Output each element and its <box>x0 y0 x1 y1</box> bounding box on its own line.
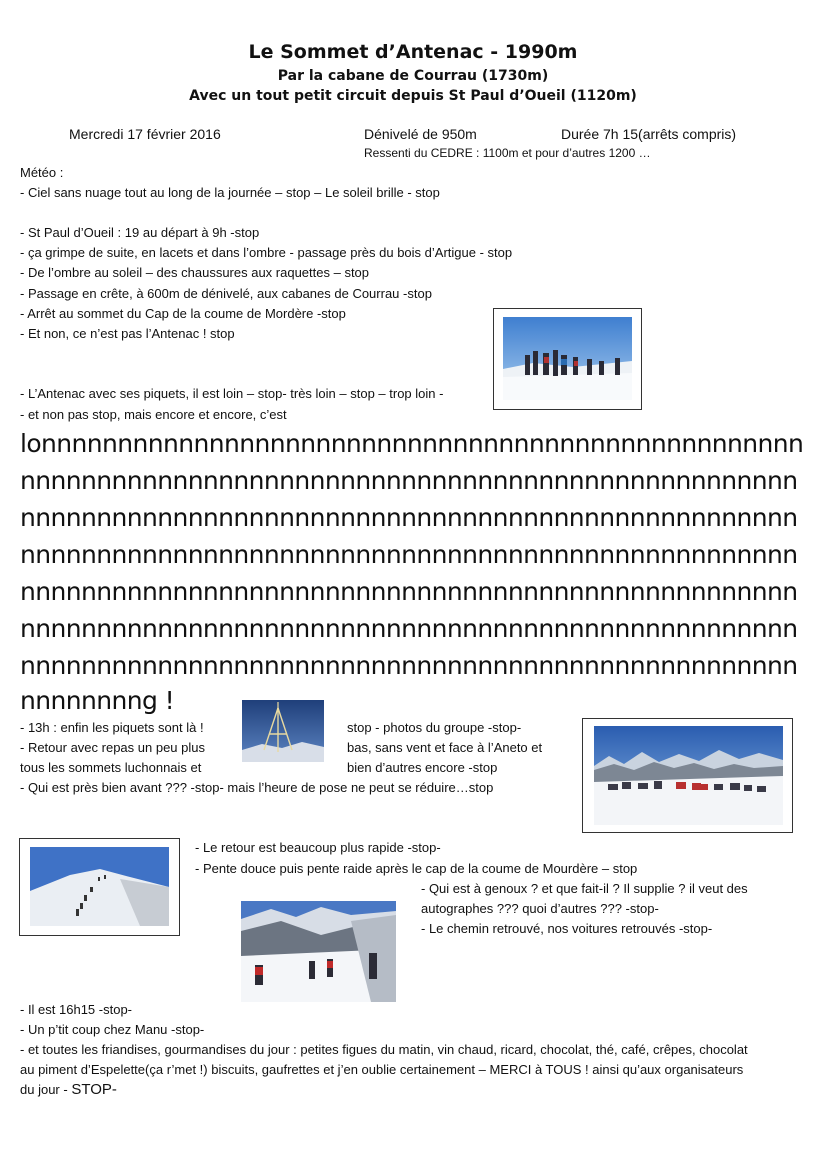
closing-line <box>20 1080 117 1100</box>
story-line: - 13h : enfin les piquets sont là ! <box>20 720 204 735</box>
story-line: - St Paul d’Oueil : 19 au départ à 9h -stop <box>20 225 260 240</box>
story-line: bas, sans vent et face à l’Aneto et <box>347 740 543 755</box>
meteo-line: - Ciel sans nuage tout au long de la journée – stop – Le soleil brille - stop <box>20 185 440 200</box>
long-word-line: lonnnnnnnnnnnnnnnnnnnnnnnnnnnnnnnnnnnnnnnnnnnnnnnnnn <box>20 429 804 458</box>
story-line: - Un p’tit coup chez Manu -stop- <box>20 1022 205 1037</box>
story-line: - Il est 16h15 -stop- <box>20 1002 132 1017</box>
page-title: Le Sommet d’Antenac - 1990m <box>248 41 578 63</box>
story-line: - Le chemin retrouvé, nos voitures retrouvés -stop- <box>421 921 713 936</box>
meteo-heading: Météo : <box>20 165 64 180</box>
story-line: - Passage en crête, à 600m de dénivelé, aux cabanes de Courrau -stop <box>20 286 432 301</box>
page-subtitle-1: Par la cabane de Courrau (1730m) <box>277 68 549 84</box>
story-line: - et non pas stop, mais encore et encore, c’est <box>20 407 287 422</box>
summit-piquets-photo <box>242 700 324 762</box>
story-line: - De l’ombre au soleil – des chaussures aux raquettes – stop <box>20 265 370 280</box>
story-line: au piment d’Espelette(ça r’met !) biscuits, gaufrettes et j’en oublie certainement – MERCI à TOUS ! ainsi qu’aux organisateurs <box>20 1062 744 1077</box>
hike-duration: Durée 7h 15(arrêts compris) <box>561 126 737 142</box>
hikers-snow-photo <box>241 901 396 1002</box>
felt-elevation: Ressenti du CEDRE : 1100m et pour d’autres 1200 … <box>364 146 651 160</box>
long-word-line: nnnnnnnnnnnnnnnnnnnnnnnnnnnnnnnnnnnnnnnnnnnnnnnnnnn <box>20 614 798 643</box>
story-line: - L’Antenac avec ses piquets, il est loin – stop- très loin – stop – trop loin - <box>20 386 444 401</box>
hike-elevation: Dénivelé de 950m <box>364 126 477 142</box>
hike-date: Mercredi 17 février 2016 <box>69 126 221 142</box>
long-word-line: nnnnnnnnnnnnnnnnnnnnnnnnnnnnnnnnnnnnnnnnnnnnnnnnnnn <box>20 540 798 569</box>
story-line: - Qui est à genoux ? et que fait-il ? Il supplie ? il veut des <box>421 881 748 896</box>
closing-stop: STOP- <box>71 1081 117 1098</box>
story-line: tous les sommets luchonnais et <box>20 760 202 775</box>
story-line: - Arrêt au sommet du Cap de la coume de Mordère -stop <box>20 306 346 321</box>
lunch-panorama-photo <box>582 718 793 833</box>
page-subtitle-2: Avec un tout petit circuit depuis St Paul d’Oueil (1120m) <box>189 88 637 104</box>
closing-prefix: du jour - <box>20 1082 72 1097</box>
story-line: - Pente douce puis pente raide après le cap de la coume de Mourdère – stop <box>195 861 638 876</box>
story-line: - Qui est près bien avant ??? -stop- mais l’heure de pose ne peut se réduire…stop <box>20 780 494 795</box>
long-word-line: nnnnnnnnnnnnnnnnnnnnnnnnnnnnnnnnnnnnnnnnnnnnnnnnnnn <box>20 577 798 606</box>
story-line: autographes ??? quoi d’autres ??? -stop- <box>421 901 659 916</box>
story-line: bien d’autres encore -stop <box>347 760 498 775</box>
story-line: - et toutes les friandises, gourmandises du jour : petites figues du matin, vin chaud, ricard, chocolat, thé, café, crêpes, chocolat <box>20 1042 748 1057</box>
group-on-ridge-photo <box>493 308 642 410</box>
story-line: - Et non, ce n’est pas l’Antenac ! stop <box>20 326 235 341</box>
story-line: - Retour avec repas un peu plus <box>20 740 205 755</box>
story-line: - Le retour est beaucoup plus rapide -stop- <box>195 840 441 855</box>
long-word-line: nnnnnnnnnnnnnnnnnnnnnnnnnnnnnnnnnnnnnnnnnnnnnnnnnnn <box>20 466 798 495</box>
story-line: - ça grimpe de suite, en lacets et dans l’ombre - passage près du bois d’Artigue - stop <box>20 245 513 260</box>
long-word-line: nnnnnnnng ! <box>20 686 174 715</box>
long-word-line: nnnnnnnnnnnnnnnnnnnnnnnnnnnnnnnnnnnnnnnnnnnnnnnnnnn <box>20 651 798 680</box>
descent-slope-photo <box>19 838 180 936</box>
story-line: stop - photos du groupe -stop- <box>347 720 522 735</box>
long-word-line: nnnnnnnnnnnnnnnnnnnnnnnnnnnnnnnnnnnnnnnnnnnnnnnnnnn <box>20 503 798 532</box>
